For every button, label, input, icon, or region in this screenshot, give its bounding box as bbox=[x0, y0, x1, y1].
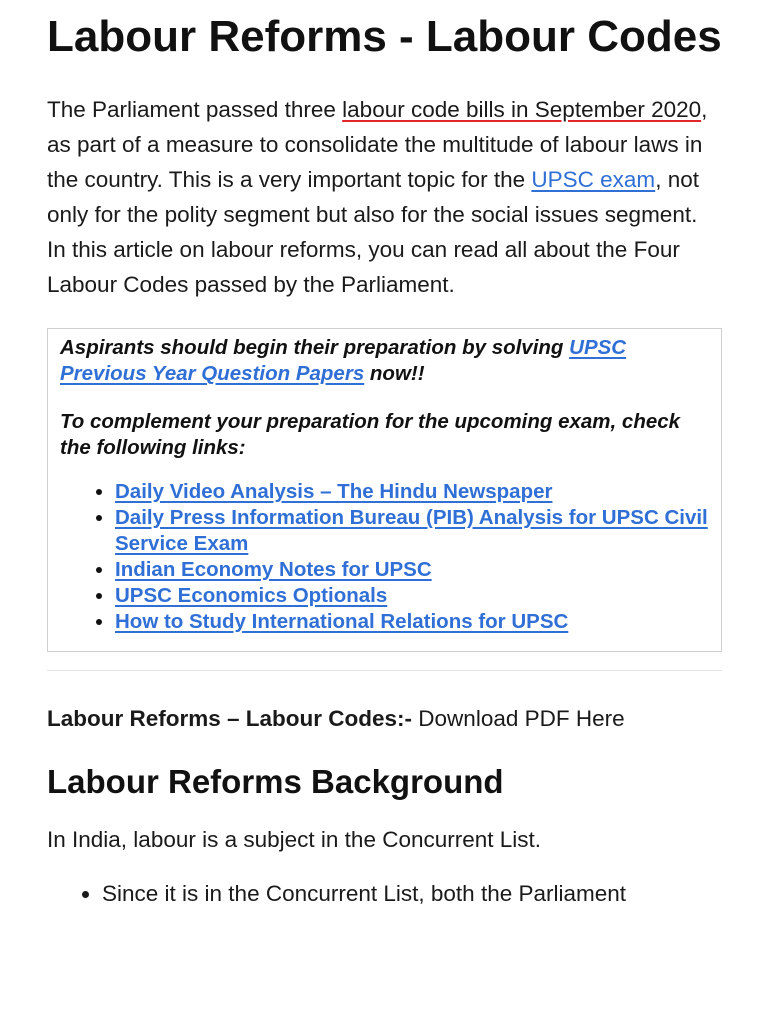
intro-paragraph bbox=[47, 92, 722, 302]
download-pdf-line bbox=[47, 704, 722, 734]
related-links-list bbox=[60, 479, 709, 635]
list-item: • Since it is in the Concurrent List, both the Parliament bbox=[102, 879, 722, 909]
page-title: Labour Reforms - Labour Codes bbox=[47, 12, 722, 61]
list-item bbox=[115, 609, 709, 635]
international-relations-link[interactable]: How to Study International Relations for UPSC bbox=[115, 610, 569, 633]
body-paragraph: In India, labour is a subject in the Concurrent List. bbox=[47, 827, 542, 852]
notice-prefix: Aspirants should begin their preparation by solving bbox=[60, 336, 570, 359]
intro-text-3: , not only for the polity segment but also for the social issues segment. In this article on labour reforms, you can read all about the Four Labour Codes passed by the Parliament. bbox=[47, 167, 699, 297]
notice-line-2: To complement your preparation for the upcoming exam, check the following links: bbox=[60, 410, 681, 459]
list-item bbox=[115, 583, 709, 609]
intro-text-2: , as part of a measure to consolidate the multitude of labour laws in the country. This is a very important topic for the bbox=[47, 97, 708, 192]
notice-line-1 bbox=[60, 335, 709, 387]
preparation-notice-box bbox=[47, 328, 722, 652]
intro-text-1: The Parliament passed three bbox=[47, 97, 343, 122]
section-divider bbox=[47, 670, 722, 671]
upsc-exam-link[interactable]: UPSC exam bbox=[531, 167, 656, 192]
download-pdf-link[interactable]: Download PDF Here bbox=[412, 706, 625, 731]
background-bullets bbox=[47, 879, 722, 909]
upsc-pyq-link[interactable]: UPSC Previous Year Question Papers bbox=[60, 336, 627, 385]
list-item bbox=[115, 557, 709, 583]
pib-analysis-link[interactable]: Daily Press Information Bureau (PIB) Analysis for UPSC Civil Service Exam bbox=[115, 506, 708, 555]
daily-video-analysis-link[interactable]: Daily Video Analysis – The Hindu Newspaper bbox=[115, 480, 553, 503]
notice-suffix: now!! bbox=[364, 362, 425, 385]
section-heading: Labour Reforms Background bbox=[47, 763, 504, 800]
labour-code-bills-link[interactable]: labour code bills in September 2020 bbox=[342, 97, 702, 122]
download-label: Labour Reforms – Labour Codes:- bbox=[47, 706, 413, 731]
indian-economy-notes-link[interactable]: Indian Economy Notes for UPSC bbox=[115, 558, 432, 581]
list-item bbox=[115, 505, 709, 557]
list-item bbox=[115, 479, 709, 505]
economics-optionals-link[interactable]: UPSC Economics Optionals bbox=[115, 584, 388, 607]
